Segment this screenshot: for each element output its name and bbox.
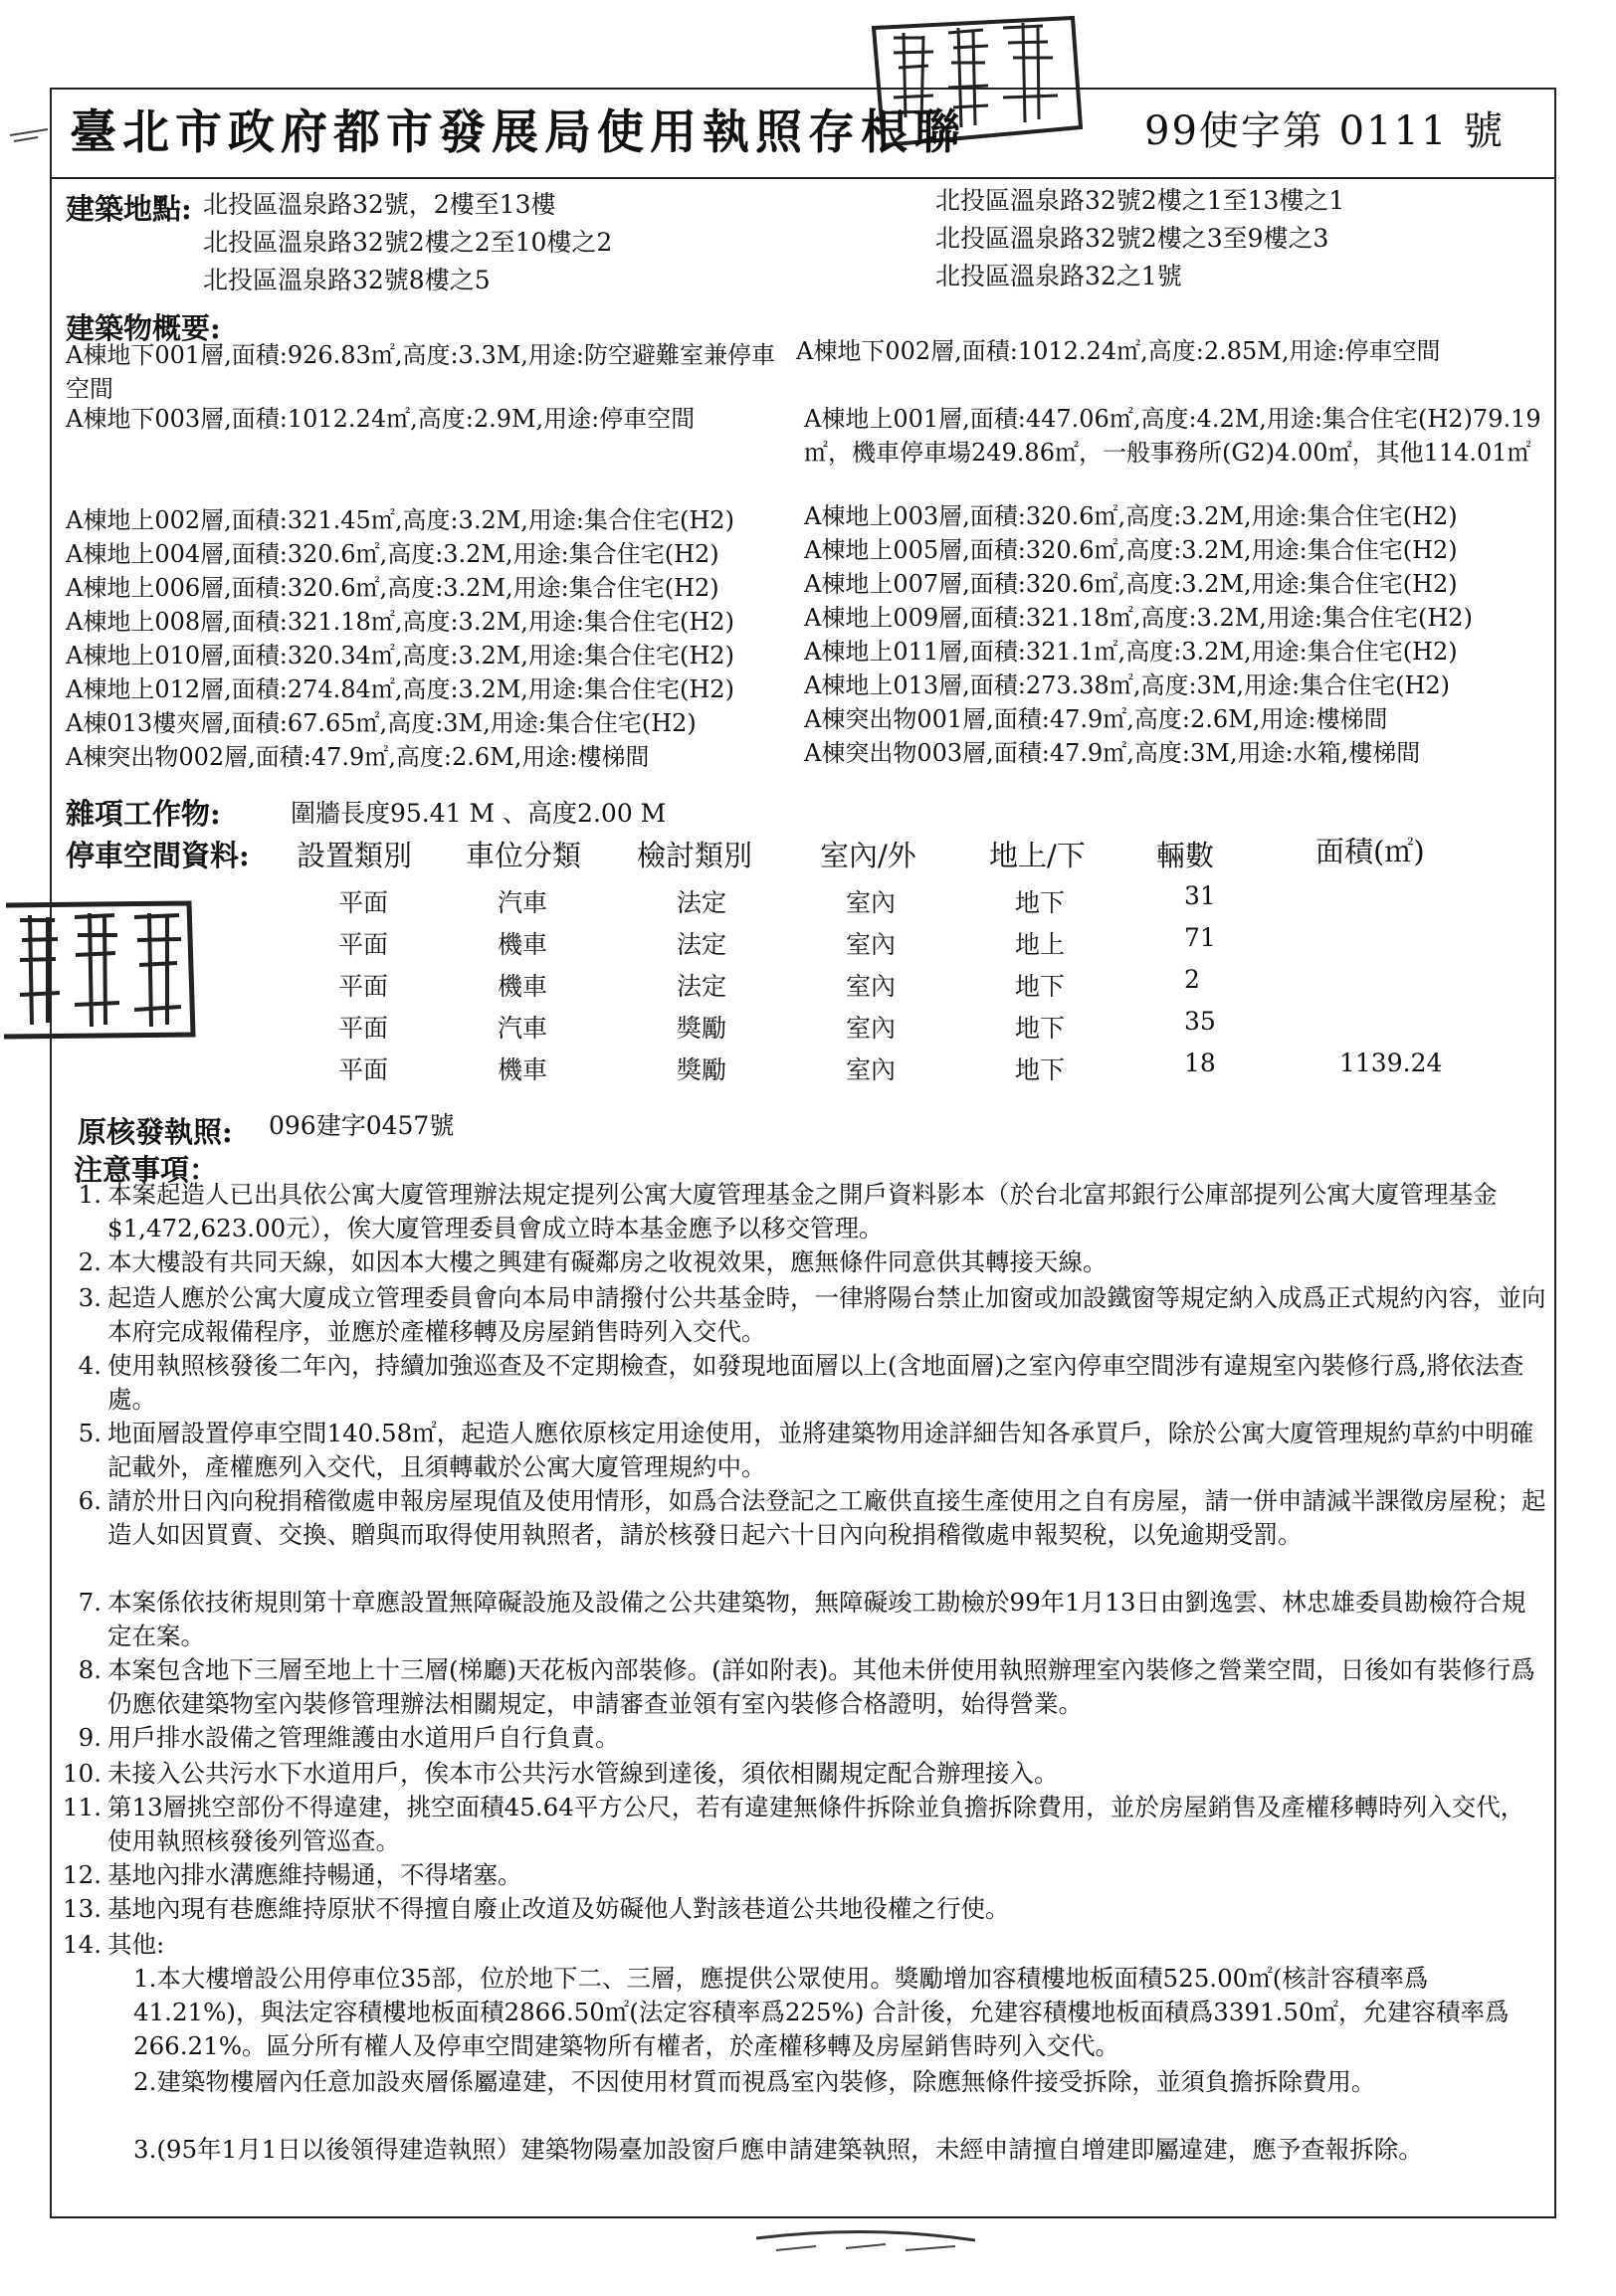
parking-cell: 法定 [677, 888, 727, 917]
site-line: 北投區溫泉路32號，2樓至13樓 [203, 190, 556, 219]
parking-cell: 平面 [338, 1014, 389, 1043]
parking-header: 設置類別 [297, 839, 413, 872]
parking-header: 室內/外 [820, 839, 916, 872]
note-text: 本案起造人已出具依公寓大廈管理辦法規定提列公寓大廈管理基金之開戶資料影本（於台北富邦銀行公庫部提列公寓大廈管理基金$1,472,623.00元），俟大廈管理委員會成立時本基金應予以移交管理。 [107, 1180, 1498, 1243]
overview-item: A棟地上005層,面積:320.6㎡,高度:3.2M,用途:集合住宅(H2) [804, 536, 1458, 564]
overview-item: A棟地下002層,面積:1012.24㎡,高度:2.85M,用途:停車空間 [796, 337, 1441, 365]
scan-mark-bottom [756, 2228, 975, 2258]
note-number: 2. [78, 1247, 101, 1276]
parking-cell: 汽車 [498, 888, 548, 917]
site-line: 北投區溫泉路32號8樓之5 [203, 266, 491, 294]
note-text: 本案包含地下三層至地上十三層(梯廳)天花板內部裝修。(詳如附表)。其他未併使用執照辦理室內裝修之營業空間，日後如有裝修行爲仍應依建築物室內裝修管理辦法相關規定，申請審查並領有室內裝修合格證明，始得營業。 [107, 1655, 1535, 1718]
parking-cell: 室內 [846, 888, 897, 917]
note-text: 本大樓設有共同天線，如因本大樓之興建有礙鄰房之收視效果，應無條件同意供其轉接天線。 [107, 1247, 1108, 1276]
original-permit-label: 原核發執照: [78, 1115, 233, 1149]
parking-cell: 地下 [1015, 1055, 1066, 1084]
note-number: 10. [63, 1759, 101, 1788]
overview-item: A棟地上011層,面積:321.1㎡,高度:3.2M,用途:集合住宅(H2) [804, 638, 1458, 666]
overview-item: A棟地上003層,面積:320.6㎡,高度:3.2M,用途:集合住宅(H2) [804, 502, 1458, 530]
overview-label: 建築物概要: [66, 311, 221, 345]
note-number: 11. [63, 1793, 101, 1821]
site-line: 北投區溫泉路32號2樓之1至13樓之1 [935, 186, 1345, 215]
parking-header: 面積(㎡) [1315, 835, 1425, 868]
note-text: 使用執照核發後二年內，持續加強巡查及不定期檢查，如發現地面層以上(含地面層)之室內停車空間涉有違規室內裝修行爲,將依法查處。 [107, 1351, 1524, 1414]
overview-item: A棟地上002層,面積:321.45㎡,高度:3.2M,用途:集合住宅(H2) [66, 506, 734, 534]
parking-cell: 機車 [498, 930, 548, 959]
parking-header: 地上/下 [989, 839, 1086, 872]
note-text: 基地內排水溝應維持暢通，不得堵塞。 [107, 1860, 522, 1889]
note-text: 本案係依技術規則第十章應設置無障礙設施及設備之公共建築物，無障礙竣工勘檢於99年1月13日由劉逸雲、林忠雄委員勘檢符合規定在案。 [107, 1588, 1526, 1650]
parking-cell: 地下 [1015, 972, 1066, 1001]
note-sub-item: 1.本大樓增設公用停車位35部，位於地下二、三層，應提供公眾使用。獎勵增加容積樓地板面積525.00㎡(核計容積率爲41.21%)，與法定容積樓地板面積2866.50㎡(法定容積率爲225%) 合計後，允建容積樓地板面積爲3391.50㎡，允建容積率爲266.21%。區分所有權人及停車空間建築物所有權者，於產權移轉及房屋銷售時列入交代。 [133, 1964, 1510, 2060]
parking-cell: 地下 [1015, 888, 1066, 917]
parking-cell: 機車 [498, 972, 548, 1001]
parking-cell: 法定 [677, 972, 727, 1001]
note-text: 用戶排水設備之管理維護由水道用戶自行負責。 [107, 1723, 620, 1752]
overview-item: A棟地上006層,面積:320.6㎡,高度:3.2M,用途:集合住宅(H2) [66, 574, 719, 602]
note-number: 9. [78, 1723, 101, 1752]
parking-cell: 地上 [1015, 930, 1066, 959]
note-number: 3. [78, 1283, 101, 1312]
overview-item: A棟地上008層,面積:321.18㎡,高度:3.2M,用途:集合住宅(H2) [66, 608, 734, 636]
note-number: 12. [63, 1860, 101, 1889]
note-number: 7. [78, 1588, 101, 1617]
misc-value: 圍牆長度95.41 M 、高度2.00 M [291, 799, 667, 828]
parking-cell: 1139.24 [1339, 1049, 1443, 1077]
parking-header: 車位分類 [466, 839, 582, 872]
parking-header: 輛數 [1156, 839, 1215, 872]
parking-cell: 平面 [338, 1055, 389, 1084]
parking-cell: 獎勵 [677, 1014, 727, 1043]
site-line: 北投區溫泉路32之1號 [935, 262, 1182, 290]
note-text: 起造人應於公寓大廈成立管理委員會向本局申請撥付公共基金時，一律將陽台禁止加窗或加設鐵窗等規定納入成爲正式規約內容，並向本府完成報備程序，並應於產權移轉及房屋銷售時列入交代。 [107, 1283, 1546, 1346]
parking-cell: 地下 [1015, 1014, 1066, 1043]
parking-cell: 31 [1184, 881, 1216, 910]
parking-cell: 獎勵 [677, 1055, 727, 1084]
parking-cell: 室內 [846, 972, 897, 1001]
site-line: 北投區溫泉路32號2樓之2至10樓之2 [203, 228, 613, 257]
parking-cell: 35 [1184, 1007, 1216, 1036]
overview-item: A棟013樓夾層,面積:67.65㎡,高度:3M,用途:集合住宅(H2) [66, 709, 697, 737]
note-number: 13. [63, 1894, 101, 1923]
parking-cell: 室內 [846, 1014, 897, 1043]
note-number: 14. [63, 1930, 101, 1959]
notes-label: 注意事項： [74, 1153, 219, 1187]
note-number: 1. [78, 1180, 101, 1209]
overview-item: A棟地上004層,面積:320.6㎡,高度:3.2M,用途:集合住宅(H2) [66, 540, 719, 568]
parking-cell: 2 [1184, 965, 1200, 994]
scan-mark-top-left [8, 117, 52, 147]
note-number: 4. [78, 1351, 101, 1380]
parking-cell: 機車 [498, 1055, 548, 1084]
overview-item: A棟突出物001層,面積:47.9㎡,高度:2.6M,用途:樓梯間 [804, 705, 1388, 733]
overview-item: A棟地上012層,面積:274.84㎡,高度:3.2M,用途:集合住宅(H2) [66, 675, 734, 703]
overview-item: A棟突出物002層,面積:47.9㎡,高度:2.6M,用途:樓梯間 [66, 743, 650, 771]
permit-number: 99使字第 0111 號 [1144, 108, 1506, 154]
overview-item: A棟地下003層,面積:1012.24㎡,高度:2.9M,用途:停車空間 [66, 405, 696, 433]
note-text: 其他: [107, 1930, 165, 1959]
overview-item: A棟突出物003層,面積:47.9㎡,高度:3M,用途:水箱,樓梯間 [804, 739, 1421, 767]
original-permit-value: 096建字0457號 [269, 1111, 455, 1140]
note-text: 地面層設置停車空間140.58㎡，起造人應依原核定用途使用，並將建築物用途詳細告知各承買戶，除於公寓大廈管理規約草約中明確記載外，產權應列入交代，且須轉載於公寓大廈管理規約中。 [107, 1419, 1534, 1481]
note-number: 6. [78, 1486, 101, 1515]
parking-cell: 汽車 [498, 1014, 548, 1043]
note-sub-item: 2.建築物樓層內任意加設夾層係屬違建，不因使用材質而視爲室內裝修，除應無條件接受拆除，並須負擔拆除費用。 [133, 2067, 1376, 2096]
parking-cell: 室內 [846, 930, 897, 959]
parking-label: 停車空間資料: [66, 839, 250, 872]
document-title: 臺北市政府都市發展局使用執照存根聯 [70, 105, 966, 160]
parking-header: 檢討類別 [637, 839, 753, 872]
parking-cell: 71 [1184, 923, 1216, 952]
overview-item: A棟地上010層,面積:320.34㎡,高度:3.2M,用途:集合住宅(H2) [66, 642, 734, 670]
parking-cell: 18 [1184, 1049, 1216, 1077]
note-number: 5. [78, 1419, 101, 1447]
parking-cell: 室內 [846, 1055, 897, 1084]
note-sub-item: 3.(95年1月1日以後領得建造執照）建築物陽臺加設窗戶應申請建築執照，未經申請擅自增建即屬違建，應予查報拆除。 [133, 2135, 1423, 2164]
note-text: 基地內現有巷應維持原狀不得擅自廢止改道及妨礙他人對該巷道公共地役權之行使。 [107, 1894, 1010, 1923]
site-line: 北投區溫泉路32號2樓之3至9樓之3 [935, 224, 1329, 253]
overview-item: A棟地下001層,面積:926.83㎡,高度:3.3M,用途:防空避難室兼停車空間 [66, 341, 776, 403]
overview-item: A棟地上007層,面積:320.6㎡,高度:3.2M,用途:集合住宅(H2) [804, 570, 1458, 598]
note-text: 請於卅日內向稅捐稽徵處申報房屋現值及使用情形，如爲合法登記之工廠供直接生產使用之自有房屋，請一併申請減半課徵房屋稅；起造人如因買賣、交換、贈與而取得使用執照者，請於核發日起六十日內向稅捐稽徵處申報契稅，以免逾期受罰。 [107, 1486, 1546, 1549]
parking-cell: 平面 [338, 972, 389, 1001]
overview-item: A棟地上009層,面積:321.18㎡,高度:3.2M,用途:集合住宅(H2) [804, 604, 1473, 632]
overview-item: A棟地上013層,面積:273.38㎡,高度:3M,用途:集合住宅(H2) [804, 671, 1451, 699]
site-label: 建築地點: [66, 192, 192, 226]
parking-cell: 平面 [338, 930, 389, 959]
note-text: 第13層挑空部份不得違建，挑空面積45.64平方公尺，若有違建無條件拆除並負擔拆除費用，並於房屋銷售及產權移轉時列入交代，使用執照核發後列管巡查。 [107, 1793, 1525, 1855]
parking-cell: 平面 [338, 888, 389, 917]
overview-item: A棟地上001層,面積:447.06㎡,高度:4.2M,用途:集合住宅(H2)79.19㎡，機車停車場249.86㎡，一般事務所(G2)4.00㎡，其他114.01㎡ [804, 405, 1541, 467]
note-number: 8. [78, 1655, 101, 1684]
misc-label: 雜項工作物: [66, 797, 221, 831]
note-text: 未接入公共污水下水道用戶，俟本市公共污水管線到達後，須依相關規定配合辦理接入。 [107, 1759, 1059, 1788]
parking-cell: 法定 [677, 930, 727, 959]
